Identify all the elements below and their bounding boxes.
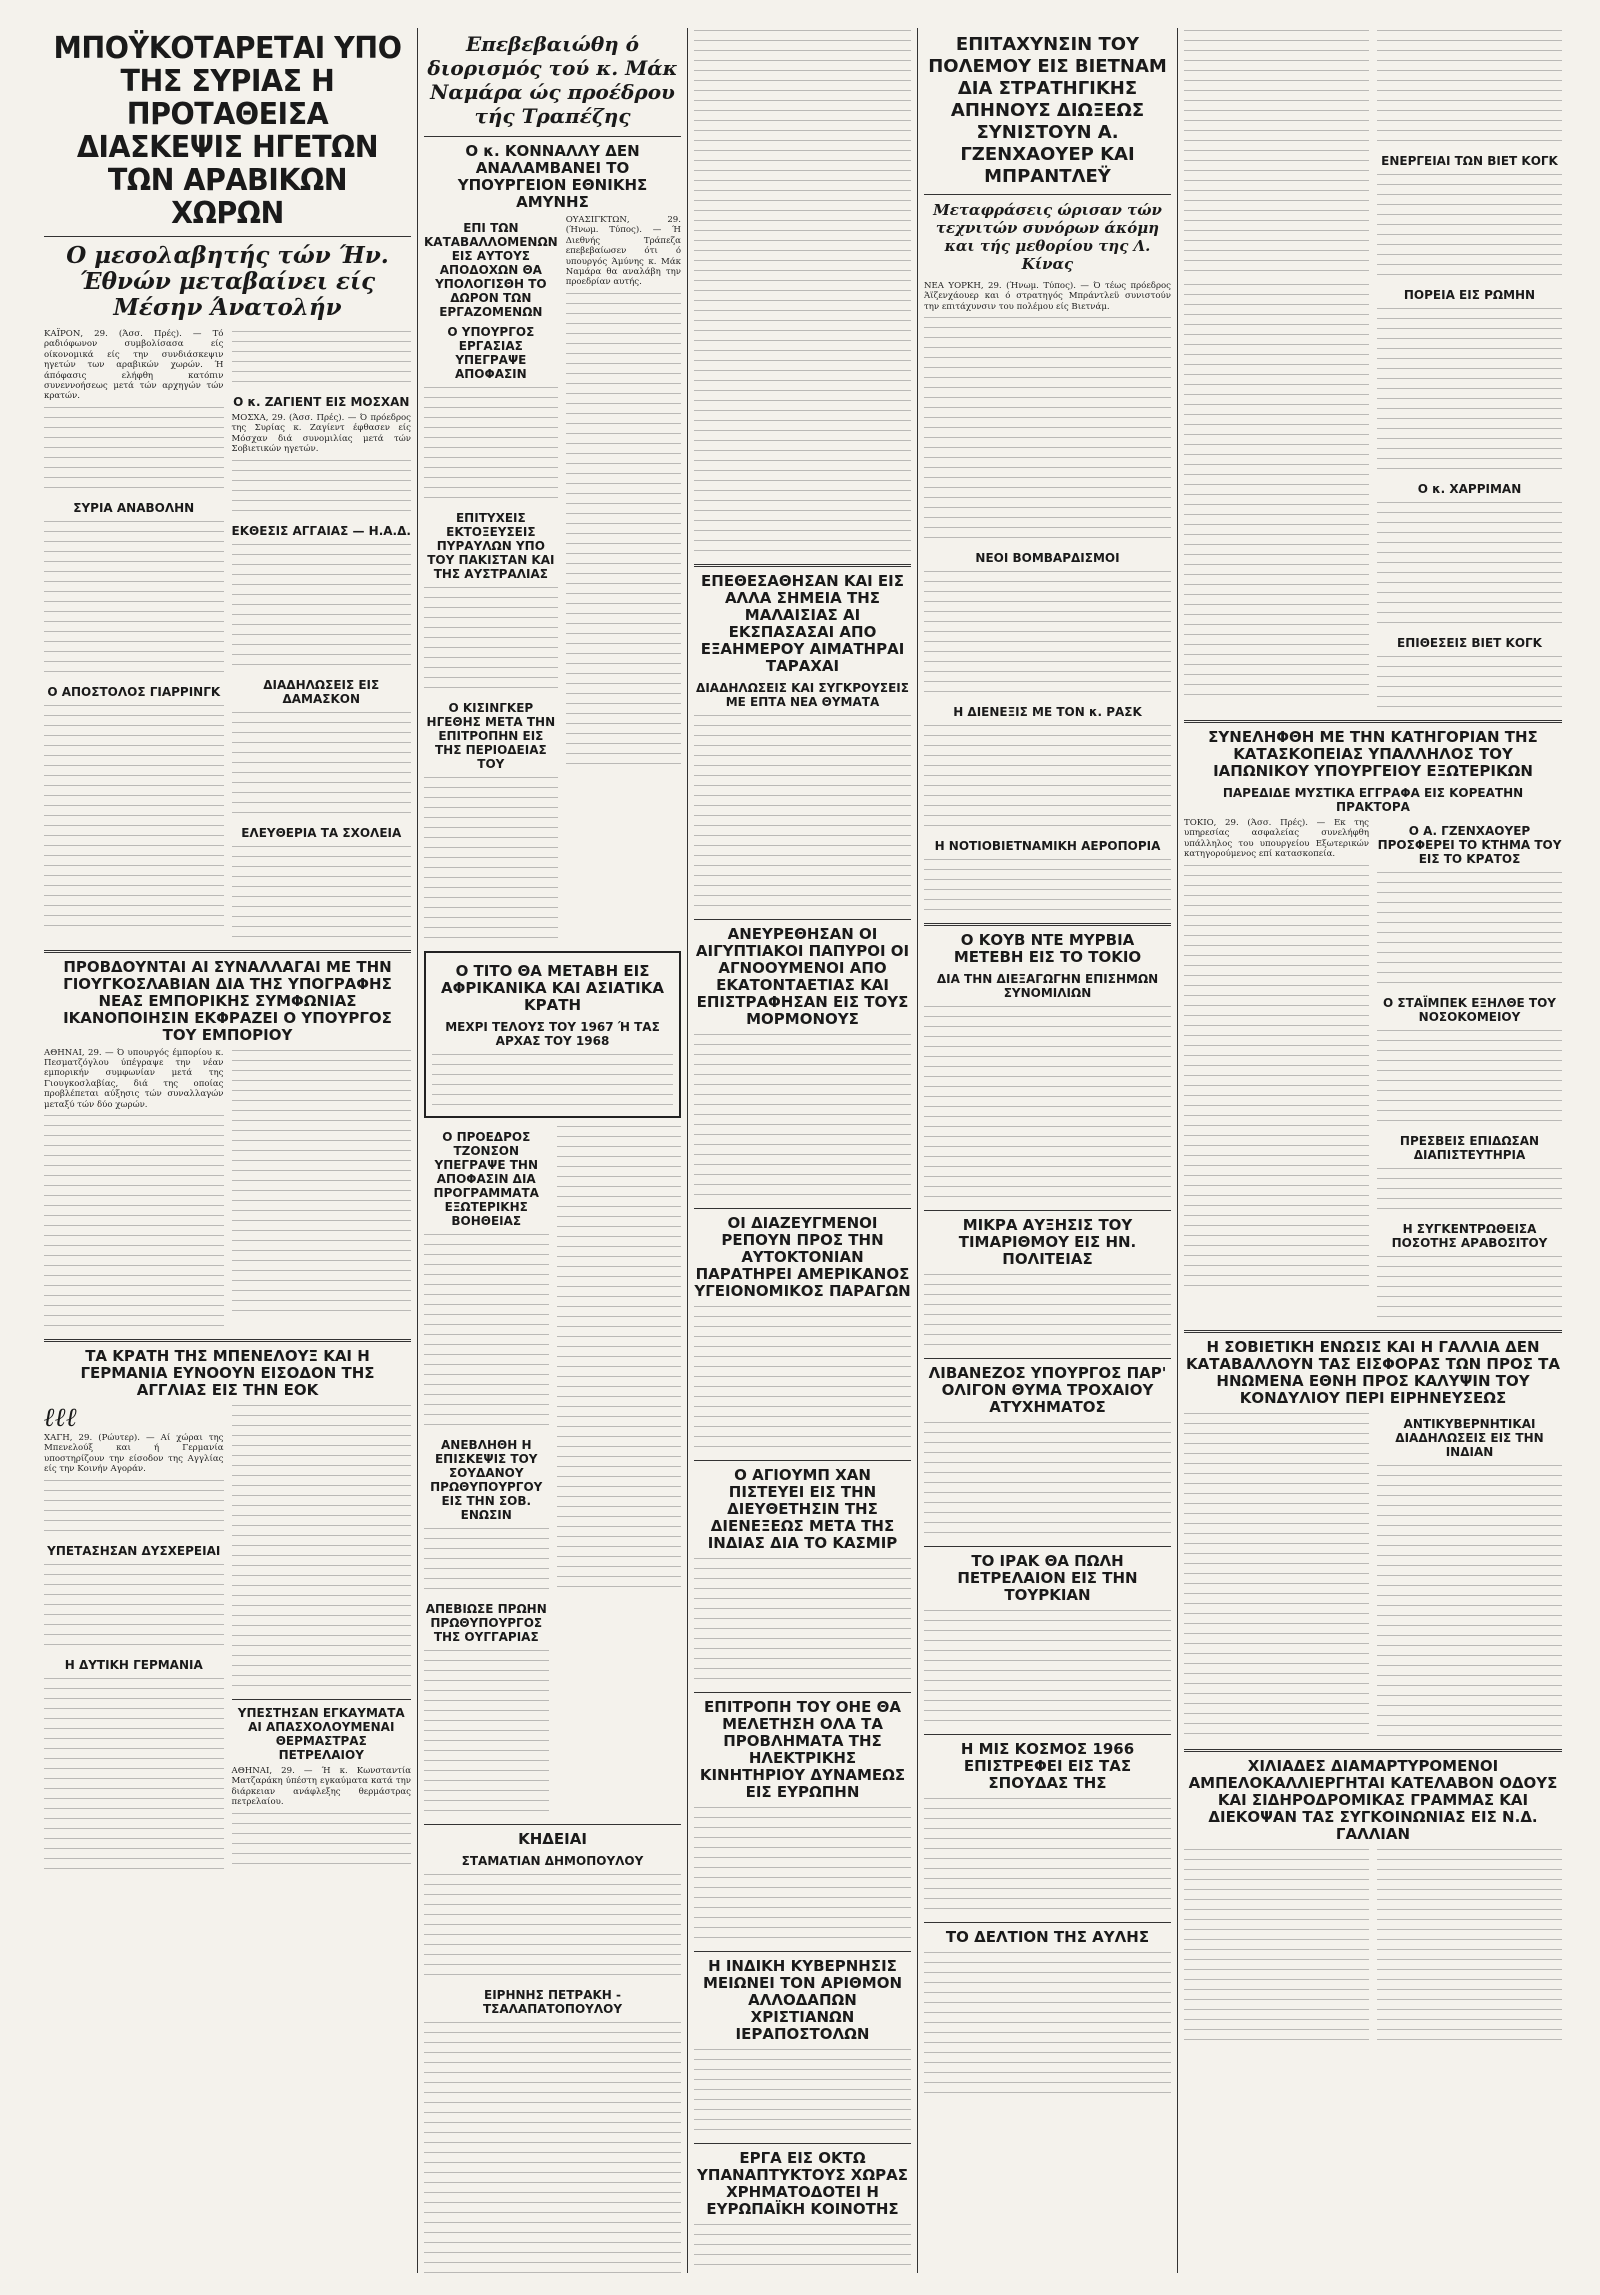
section-title: ΠΡΕΣΒΕΙΣ ΕΠΙΔΩΣΑΝ ΔΙΑΠΙΣΤΕΥΤΗΡΙΑ <box>1399 1134 1540 1162</box>
section-title: Ο ΚΙΣΙΝΓΚΕΡ ΗΓΕΘΗΣ ΜΕΤΑ ΤΗΝ ΕΠΙΤΡΟΠΗΝ ΕΙΣ ΤΗΣ ΠΕΡΙΟΔΕΙΑΣ ΤΟΥ <box>426 701 556 771</box>
kouv-subhead: ΔΙΑ ΤΗΝ ΔΙΕΞΑΓΩΓΗΝ ΕΠΙΣΗΜΩΝ ΣΥΝΟΜΙΛΙΩΝ <box>936 972 1159 1001</box>
erga-headline: ΕΡΓΑ ΕΙΣ ΟΚΤΩ ΥΠΑΝΑΠΤΥΚΤΟΥΣ ΧΩΡΑΣ ΧΡΗΜΑΤΟΔΟΤΕΙ Η ΕΥΡΩΠΑΪΚΗ ΚΟΙΝΟΤΗΣ <box>697 2149 908 2218</box>
lead-paragraph: ΝΕΑ ΥΟΡΚΗ, 29. (Ήνωμ. Τύπος). — Ό τέως πρόεδρος Άϊζενχάουερ και ό στρατηγός Μπράντλεϋ συνιστούν την επιτάχυνσιν του πολέμου είς Βιετνάμ. <box>924 281 1171 312</box>
section-title: Ο ΣΤΑΪΜΠΕΚ ΕΞΗΛΘΕ ΤΟΥ ΝΟΣΟΚΟΜΕΙΟΥ <box>1383 996 1556 1024</box>
paragraph: ΑΘΗΝΑΙ, 29. — Ό υπουργός έμπορίου κ. Πεσματζόγλου ύπέγραψε την νέαν εμπορικήν συμφωνίαν μετά της Γιουγκοσλαβίας, διά της οποίας προβλέπεται αύξησις τών συναλλαγών μεταξύ τών δύο χωρών. <box>44 1047 224 1110</box>
section-title: Ο κ. ΖΑΓΙΕΝΤ ΕΙΣ ΜΟΣΧΑΝ <box>233 395 410 409</box>
main-headline: ΜΠΟΫΚΟΤΑΡΕΤΑΙ ΥΠΟ ΤΗΣ ΣΥΡΙΑΣ Η ΠΡΟΤΑΘΕΙΣΑ ΔΙΑΣΚΕΨΙΣ ΗΓΕΤΩΝ ΤΩΝ ΑΡΑΒΙΚΩΝ ΧΩΡΩΝ <box>53 31 402 231</box>
livano-headline: ΛΙΒΑΝΕΖΟΣ ΥΠΟΥΡΓΟΣ ΠΑΡ' ΟΛΙΓΟΝ ΘΥΜΑ ΤΡΟΧΑΙΟΥ ΑΤΥΧΗΜΑΤΟΣ <box>928 1364 1167 1417</box>
section-title: Η ΔΙΕΝΕΞΙΣ ΜΕ ΤΟΝ κ. ΡΑΣΚ <box>953 705 1142 720</box>
section-title: ΝΕΟΙ ΒΟΜΒΑΡΔΙΣΜΟΙ <box>975 551 1120 566</box>
column-3 <box>688 28 918 2273</box>
paragraph: ΑΘΗΝΑΙ, 29. — Ή κ. Κωνσταντία Ματζαράκη ύπέστη εγκαύματα κατά την διάρκειαν ανάφλεξης θερμάστρας πετρελαίου. <box>231 1766 411 1808</box>
main-subhead: Ο μεσολαβητής τών Ήν. Έθνών μεταβαίνει είς Μέσην Άνατολήν <box>66 242 389 321</box>
column-5 <box>1178 28 1568 2273</box>
section-title: Ο κ. ΧΑΡΡΙΜΑΝ <box>1417 482 1522 496</box>
section-title: ΑΝΤΙΚΥΒΕΡΝΗΤΙΚΑΙ ΔΙΑΔΗΛΩΣΕΙΣ ΕΙΣ ΤΗΝ ΙΝΔΙΑΝ <box>1395 1417 1544 1459</box>
spy-headline: ΣΥΝΕΛΗΦΘΗ ΜΕ ΤΗΝ ΚΑΤΗΓΟΡΙΑΝ ΤΗΣ ΚΑΤΑΣΚΟΠΕΙΑΣ ΥΠΑΛΛΗΛΟΣ ΤΟΥ ΙΑΠΩΝΙΚΟΥ ΥΠΟΥΡΓΕΙΟΥ ΕΞΩΤΕΡΙΚΩΝ <box>1208 728 1538 780</box>
section-title: Η ΔΥΤΙΚΗ ΓΕΡΜΑΝΙΑ <box>64 1657 203 1672</box>
deltion-headline: ΤΟ ΔΕΛΤΙΟΝ ΤΗΣ ΑΥΛΗΣ <box>945 1928 1150 1947</box>
section-title: ΔΙΑΔΗΛΩΣΕΙΣ ΕΙΣ ΔΑΜΑΣΚΟΝ <box>263 677 380 706</box>
section-title: Η ΝΟΤΙΟΒΙΕΤΝΑΜΙΚΗ ΑΕΡΟΠΟΡΙΑ <box>934 839 1161 854</box>
oue-headline: ΕΠΙΤΡΟΠΗ ΤΟΥ ΟΗΕ ΘΑ ΜΕΛΕΤΗΣΗ ΟΛΑ ΤΑ ΠΡΟΒΛΗΜΑΤΑ ΤΗΣ ΗΛΕΚΤΡΙΚΗΣ ΚΙΝΗΤΗΡΙΟΥ ΔΥΝΑΜΕΩΣ ΕΙΣ ΕΥΡΩΠΗΝ <box>699 1698 906 1801</box>
injury-headline: ΥΠΕΣΤΗΣΑΝ ΕΓΚΑΥΜΑΤΑ ΑΙ ΑΠΑΣΧΟΛΟΥΜΕΝΑΙ ΘΕΡΜΑΣΤΡΑΣ ΠΕΤΡΕΛΑΙΟΥ <box>237 1706 405 1763</box>
paragraph: ΜΟΣΧΑ, 29. (Άσσ. Πρές). — Ό πρόεδρος της Συρίας κ. Ζαγίεντ έφθασεν είς Μόσχαν διά συνομιλίας μετά τών Σοβιετικών ηγετών. <box>231 413 411 455</box>
section-title: ΕΝΕΡΓΕΙΑΙ ΤΩΝ ΒΙΕΤ ΚΟΓΚ <box>1381 154 1558 168</box>
vietnam-headline: ΕΠΙΤΑΧΥΝΣΙΝ ΤΟΥ ΠΟΛΕΜΟΥ ΕΙΣ ΒΙΕΤΝΑΜ ΔΙΑ ΣΤΡΑΤΗΓΙΚΗΣ ΑΠΗΝΟΥΣ ΔΙΩΞΕΩΣ ΣΥΝΙΣΤΟΥΝ Α. ΓΖΕΝΧΑΟΥΕΡ ΚΑΙ ΜΠΡΑΝΤΛΕΫ <box>928 34 1167 187</box>
india-headline: Η ΙΝΔΙΚΗ ΚΥΒΕΡΝΗΣΙΣ ΜΕΙΩΝΕΙ ΤΟΝ ΑΡΙΘΜΟΝ ΑΛΛΟΔΑΠΩΝ ΧΡΙΣΤΙΑΝΩΝ ΙΕΡΑΠΟΣΤΟΛΩΝ <box>702 1957 903 2043</box>
ayoub-headline: Ο ΑΓΙΟΥΜΠ ΧΑΝ ΠΙΣΤΕΥΕΙ ΕΙΣ ΤΗΝ ΔΙΕΥΘΕΤΗΣΙΝ ΤΗΣ ΔΙΕΝΕΞΕΩΣ ΜΕΤΑ ΤΗΣ ΙΝΔΙΑΣ ΔΙΑ ΤΟ ΚΑΣΜΙΡ <box>707 1466 898 1552</box>
section-title: ΣΥΡΙΑ ΑΝΑΒΟΛΗΝ <box>73 500 195 515</box>
agency-logo: ℓℓℓ <box>44 1403 78 1434</box>
column-1 <box>38 28 418 2273</box>
konnally-headline: Ο κ. ΚΟΝΝΑΛΛΥ ΔΕΝ ΑΝΑΛΑΜΒΑΝΕΙ ΤΟ ΥΠΟΥΡΓΕΙΟΝ ΕΘΝΙΚΗΣ ΑΜΥΝΗΣ <box>457 142 648 211</box>
bank-headline: Επεβεβαιώθη ό διορισμός τού κ. Μάκ Ναμάρα ώς προέδρου τής Τραπέζης <box>427 32 678 128</box>
funerals-title: ΚΗΔΕΙΑΙ <box>518 1830 587 1848</box>
paragraph: ΟΥΑΣΙΓΚΤΩΝ, 29. (Ήνωμ. Τύπος). — Ή Διεθνής Τράπεζα επεβεβαίωσεν ότι ό υπουργός Άμύνης κ. Μάκ Ναμάρα θα αναλάβη την προεδρίαν αυτής. <box>565 215 681 288</box>
spy-subhead: ΠΑΡΕΔΙΔΕ ΜΥΣΤΙΚΑ ΕΓΓΡΑΦΑ ΕΙΣ ΚΟΡΕΑΤΗΝ ΠΡΑΚΤΟΡΑ <box>1222 786 1524 814</box>
section-title: Ο Α. ΓΖΕΝΧΑΟΥΕΡ ΠΡΟΣΦΕΡΕΙ ΤΟ ΚΤΗΜΑ ΤΟΥ ΕΙΣ ΤΟ ΚΡΑΤΟΣ <box>1377 824 1562 866</box>
column-2 <box>418 28 688 2273</box>
lead-paragraph: ΚΑΪΡΟΝ, 29. (Άσσ. Πρές). — Τό ραδιόφωνον συμβολίσασα είς οίκονομικά είς την συνδιάσκεψιν ηγετών των αραβικών χωρών. Ή άπόφασις ελήφθη κατόπιν συνεννοήσεως μετά τών αρχηγών τών κρατών. <box>44 329 224 402</box>
tito-headline: Ο ΤΙΤΟ ΘΑ ΜΕΤΑΒΗ ΕΙΣ ΑΦΡΙΚΑΝΙΚΑ ΚΑΙ ΑΣΙΑΤΙΚΑ ΚΡΑΤΗ <box>441 962 664 1014</box>
vietnam-subhead: Μεταφράσεις ώρισαν τών τεχνιτών συνόρων άκόμη και τής μεθορίου της Λ. Κίνας <box>933 201 1162 273</box>
funeral-name: ΣΤΑΜΑΤΙΑΝ ΔΗΜΟΠΟΥΛΟΥ <box>461 1854 644 1868</box>
column-4 <box>918 28 1178 2273</box>
malaysia-headline: ΕΠΕΘΕΣΑΘΗΣΑΝ ΚΑΙ ΕΙΣ ΑΛΛΑ ΣΗΜΕΙΑ ΤΗΣ ΜΑΛΑΙΣΙΑΣ ΑΙ ΕΚΣΠΑΣΑΣΑΙ ΑΠΟ ΕΞΑΗΜΕΡΟΥ ΑΙΜΑΤΗΡΑΙ ΤΑΡΑΧΑΙ <box>700 572 905 675</box>
funeral-name: ΕΙΡΗΝΗΣ ΠΕΤΡΑΚΗ - ΤΣΑΛΑΠΑΤΟΠΟΥΛΟΥ <box>482 1988 623 2016</box>
section-title: ΕΛΕΥΘΕΡΙΑ ΤΑ ΣΧΟΛΕΙΑ <box>241 825 402 840</box>
wine-headline: ΧΙΛΙΑΔΕΣ ΔΙΑΜΑΡΤΥΡΟΜΕΝΟΙ ΑΜΠΕΛΟΚΑΛΛΙΕΡΓΗΤΑΙ ΚΑΤΕΛΑΒΟΝ ΟΔΟΥΣ ΚΑΙ ΣΙΔΗΡΟΔΡΟΜΙΚΑΣ ΓΡΑΜΜΑΣ ΚΑΙ ΔΙΕΚΟΨΑΝ ΤΑΣ ΣΥΓΚΟΙΝΩΝΙΑΣ ΕΙΣ Ν.Δ. ΓΑΛΛΙΑΝ <box>1188 1757 1558 1843</box>
section-title: ΕΚΘΕΣΙΣ ΑΓΓΑΙΑΣ — Η.Α.Δ. <box>231 523 411 538</box>
section-title: ΕΠΙ ΤΩΝ ΚΑΤΑΒΑΛΛΟΜΕΝΩΝ ΕΙΣ ΑΥΤΟΥΣ ΑΠΟΔΟΧΩΝ ΘΑ ΥΠΟΛΟΓΙΣΘΗ ΤΟ ΔΩΡΟΝ ΤΩΝ ΕΡΓΑΖΟΜΕΝΩΝ <box>424 221 558 319</box>
section-title: ΥΠΕΤΑΣΗΣΑΝ ΔΥΣΧΕΡΕΙΑΙ <box>47 1543 221 1558</box>
eec-headline: ΤΑ ΚΡΑΤΗ ΤΗΣ ΜΠΕΝΕΛΟΥΞ ΚΑΙ Η ΓΕΡΜΑΝΙΑ ΕΥΝΟΟΥΝ ΕΙΣΟΔΟΝ ΤΗΣ ΑΓΓΛΙΑΣ ΕΙΣ ΤΗΝ ΕΟΚ <box>80 1347 375 1400</box>
section-title: ΠΟΡΕΙΑ ΕΙΣ ΡΩΜΗΝ <box>1403 288 1536 302</box>
newspaper-page <box>38 28 1568 2273</box>
divorce-headline: ΟΙ ΔΙΑΖΕΥΓΜΕΝΟΙ ΡΕΠΟΥΝ ΠΡΟΣ ΤΗΝ ΑΥΤΟΚΤΟΝΙΑΝ ΠΑΡΑΤΗΡΕΙ ΑΜΕΡΙΚΑΝΟΣ ΥΓΕΙΟΝΟΜΙΚΟΣ ΠΑΡΑΓΩΝ <box>694 1214 911 1300</box>
irak-headline: ΤΟ ΙΡΑΚ ΘΑ ΠΩΛΗ ΠΕΤΡΕΛΑΙΟΝ ΕΙΣ ΤΗΝ ΤΟΥΡΚΙΑΝ <box>957 1552 1138 1605</box>
section-title: Ο ΠΡΟΕΔΡΟΣ ΤΖΟΝΣΟΝ ΥΠΕΓΡΑΨΕ ΤΗΝ ΑΠΟΦΑΣΙΝ ΔΙΑ ΠΡΟΓΡΑΜΜΑΤΑ ΕΞΩΤΕΡΙΚΗΣ ΒΟΗΘΕΙΑΣ <box>433 1130 539 1228</box>
section-title: ΑΝΕΒΛΗΘΗ Η ΕΠΙΣΚΕΨΙΣ ΤΟΥ ΣΟΥΔΑΝΟΥ ΠΡΩΘΥΠΟΥΡΓΟΥ ΕΙΣ ΤΗΝ ΣΟΒ. ΕΝΩΣΙΝ <box>430 1438 543 1522</box>
malaysia-subhead: ΔΙΑΔΗΛΩΣΕΙΣ ΚΑΙ ΣΥΓΚΡΟΥΣΕΙΣ ΜΕ ΕΠΤΑ ΝΕΑ ΘΥΜΑΤΑ <box>696 681 909 709</box>
section-title: Η ΣΥΓΚΕΝΤΡΩΘΕΙΣΑ ΠΟΣΟΤΗΣ ΑΡΑΒΟΣΙΤΟΥ <box>1391 1222 1548 1250</box>
mikra-headline: ΜΙΚΡΑ ΑΥΞΗΣΙΣ ΤΟΥ ΤΙΜΑΡΙΘΜΟΥ ΕΙΣ ΗΝ. ΠΟΛΙΤΕΙΑΣ <box>958 1216 1137 1269</box>
paragraph: ΧΑΓΗ, 29. (Ρώυτερ). — Αί χώραι της Μπενελούξ και ή Γερμανία υποστηρίζουν την είσοδον της Αγγλίας είς την Κοινήν Αγοράν. <box>44 1433 224 1475</box>
section-title: Ο ΥΠΟΥΡΓΟΣ ΕΡΓΑΣΙΑΣ ΥΠΕΓΡΑΨΕ ΑΠΟΦΑΣΙΝ <box>447 325 535 381</box>
section-title: ΕΠΙΤΥΧΕΙΣ ΕΚΤΟΞΕΥΣΕΙΣ ΠΥΡΑΥΛΩΝ ΥΠΟ ΤΟΥ ΠΑΚΙΣΤΑΝ ΚΑΙ ΤΗΣ ΑΥΣΤΡΑΛΙΑΣ <box>427 511 555 581</box>
miss-headline: Η ΜΙΣ ΚΟΣΜΟΣ 1966 ΕΠΙΣΤΡΕΦΕΙ ΕΙΣ ΤΑΣ ΣΠΟΥΔΑΣ ΤΗΣ <box>960 1740 1135 1793</box>
paragraph: ΤΟΚΙΟ, 29. (Άσσ. Πρές). — Εκ της υπηρεσίας ασφαλείας συνελήφθη υπάλληλος του υπουργείου Εξωτερικών κατηγορούμενος επί κατασκοπεία. <box>1184 818 1369 860</box>
yugoslavia-headline: ΠΡΟΒΔΟΥΝΤΑΙ ΑΙ ΣΥΝΑΛΛΑΓΑΙ ΜΕ ΤΗΝ ΓΙΟΥΓΚΟΣΛΑΒΙΑΝ ΔΙΑ ΤΗΣ ΥΠΟΓΡΑΦΗΣ ΝΕΑΣ ΕΜΠΟΡΙΚΗΣ ΣΥΜΦΩΝΙΑΣ ΙΚΑΝΟΠΟΙΗΣΙΝ ΕΚΦΡΑΖΕΙ Ο ΥΠΟΥΡΓΟΣ ΤΟΥ ΕΜΠΟΡΙΟΥ <box>63 957 392 1044</box>
papyri-headline: ΑΝΕΥΡΕΘΗΣΑΝ ΟΙ ΑΙΓΥΠΤΙΑΚΟΙ ΠΑΠΥΡΟΙ ΟΙ ΑΓΝΟΟΥΜΕΝΟΙ ΑΠΟ ΕΚΑΤΟΝΤΑΕΤΙΑΣ ΚΑΙ ΕΠΙΣΤΡΑΦΗΣΑΝ ΕΙΣ ΤΟΥΣ ΜΟΡΜΟΝΟΥΣ <box>695 925 910 1028</box>
tito-subhead: ΜΕΧΡΙ ΤΕΛΟΥΣ ΤΟΥ 1967 Ή ΤΑΣ ΑΡΧΑΣ ΤΟΥ 1968 <box>445 1020 660 1048</box>
section-title: ΕΠΙΘΕΣΕΙΣ ΒΙΕΤ ΚΟΓΚ <box>1397 636 1542 650</box>
section-title: ΑΠΕΒΙΩΣΕ ΠΡΩΗΝ ΠΡΩΘΥΠΟΥΡΓΟΣ ΤΗΣ ΟΥΓΓΑΡΙΑΣ <box>425 1602 547 1644</box>
section-title: Ο ΑΠΟΣΤΟΛΟΣ ΓΙΑΡΡΙΝΓΚ <box>47 684 221 699</box>
kouv-headline: Ο ΚΟΥΒ ΝΤΕ ΜΥΡΒΙΑ ΜΕΤΕΒΗ ΕΙΣ ΤΟ ΤΟΚΙΟ <box>953 931 1142 967</box>
soviet-headline: Η ΣΟΒΙΕΤΙΚΗ ΕΝΩΣΙΣ ΚΑΙ Η ΓΑΛΛΙΑ ΔΕΝ ΚΑΤΑΒΑΛΛΟΥΝ ΤΑΣ ΕΙΣΦΟΡΑΣ ΤΩΝ ΠΡΟΣ ΤΑ ΗΝΩΜΕΝΑ ΕΘΝΗ ΠΡΟΣ ΚΑΛΥΨΙΝ ΤΟΥ ΚΟΝΔΥΛΙΟΥ ΠΕΡΙ ΕΙΡΗΝΕΥΣΕΩΣ <box>1185 1338 1561 1407</box>
